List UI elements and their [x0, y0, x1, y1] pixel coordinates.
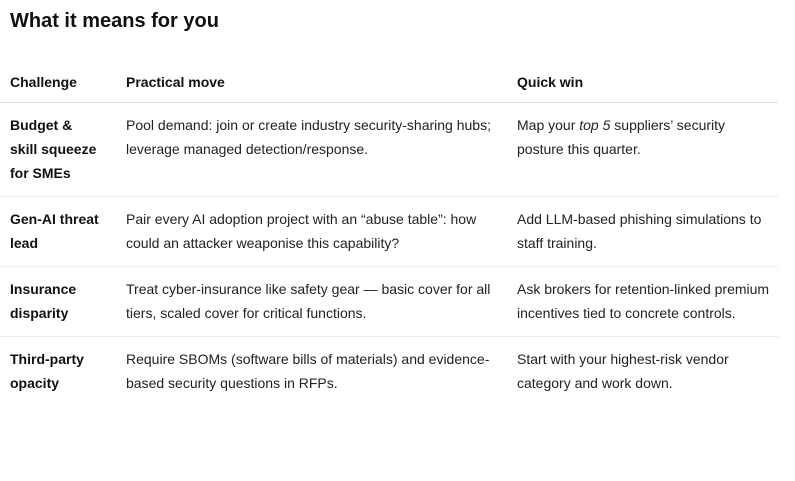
table-row	[0, 103, 778, 197]
challenge-cell: Insurance disparity	[0, 267, 116, 337]
table-row	[0, 267, 778, 337]
section-heading: What it means for you	[10, 10, 219, 32]
quick-win-text: Start with your highest-risk vendor category and work down.	[517, 351, 729, 391]
column-header-practical-move: Practical move	[116, 66, 507, 103]
quick-win-text: Ask brokers for retention-linked premium incentives tied to concrete controls.	[517, 281, 770, 321]
practical-move-cell: Treat cyber-insurance like safety gear — basic cover for all tiers, scaled cover for critical functions.	[116, 267, 507, 337]
table-row	[0, 337, 778, 407]
practical-move-cell: Pair every AI adoption project with an “abuse table”: how could an attacker weaponise this capability?	[116, 197, 507, 267]
quick-win-text: Map your	[517, 117, 580, 133]
challenge-cell: Third-party opacity	[10, 351, 84, 391]
column-header-challenge: Challenge	[0, 66, 116, 103]
column-header-quick-win: Quick win	[507, 66, 778, 103]
practical-move-cell: Pool demand: join or create industry security-sharing hubs; leverage managed detection/response.	[116, 103, 507, 197]
table-header-row	[0, 66, 778, 103]
practical-move-cell: Require SBOMs (software bills of materials) and evidence-based security questions in RFPs.	[126, 351, 490, 391]
challenge-cell: Gen-AI threat lead	[0, 197, 116, 267]
quick-win-cell	[507, 337, 778, 407]
quick-win-text: Add LLM-based phishing simulations to staff training.	[517, 211, 762, 251]
challenge-cell: Budget & skill squeeze for SMEs	[0, 103, 116, 197]
table-row	[0, 197, 778, 267]
challenges-table	[0, 66, 778, 406]
quick-win-emphasis: top 5	[579, 117, 611, 133]
quick-win-text-continued: suppliers’ security posture this quarter.	[517, 117, 726, 157]
quick-win-cell	[507, 267, 778, 337]
quick-win-cell	[507, 197, 778, 267]
quick-win-cell	[507, 103, 778, 197]
